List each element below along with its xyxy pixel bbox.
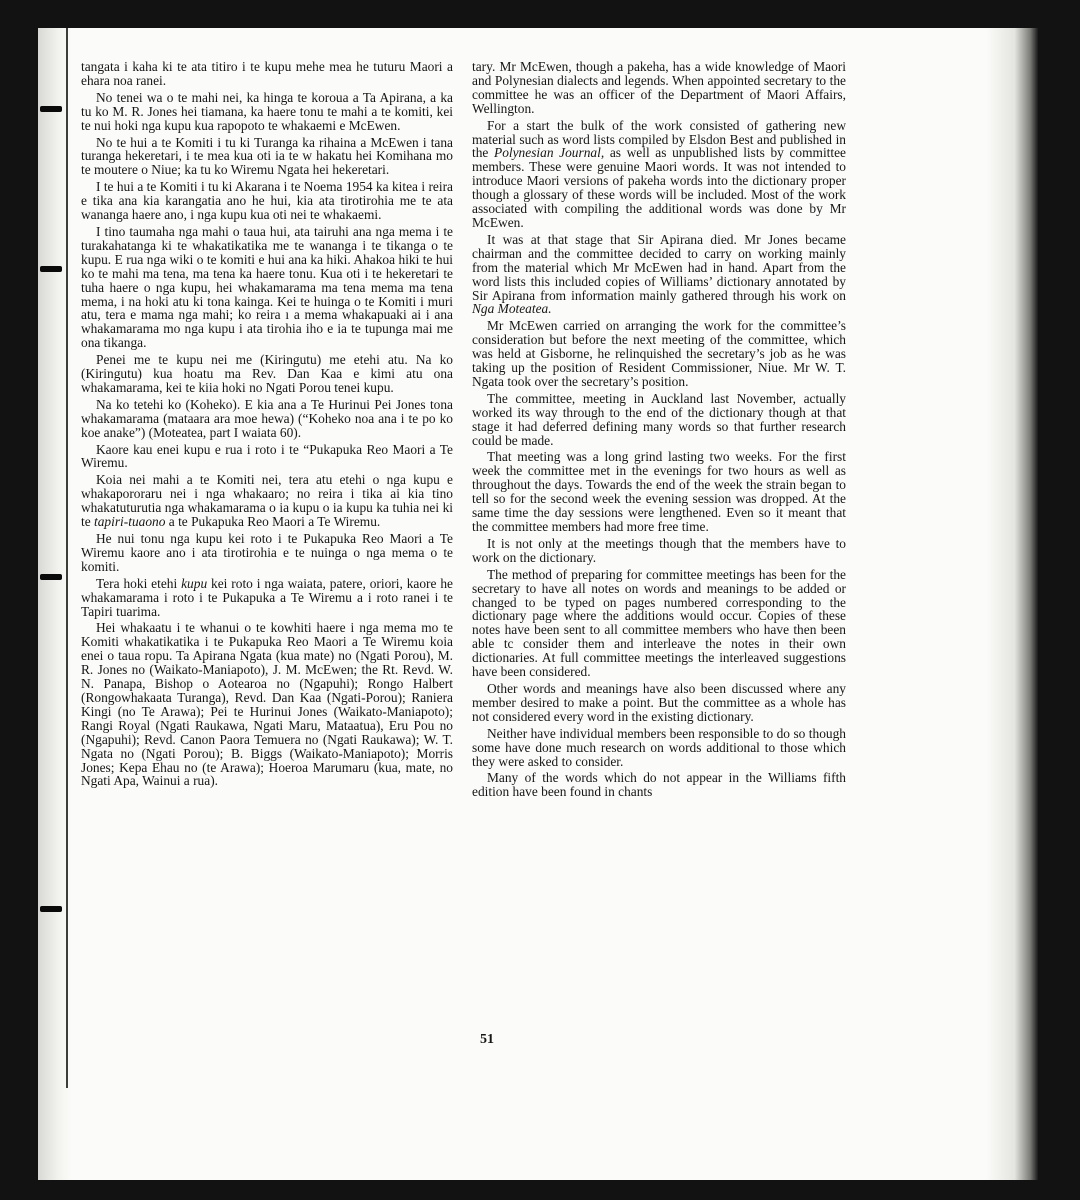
text-run: Na ko tetehi ko (Koheko). E kia ana a Te Hurinui Pei Jones tona whakamarama (mataara ara moe hewa) (“Koheko noa ana i te po ko koe anake”) (Moteatea, part I waiata 60).	[81, 396, 453, 440]
text-run: It was at that stage that Sir Apirana died. Mr Jones became chairman and the committee decided to carry on working mainly from the material which Mr McEwen had in hand. Apart from the word lists this included copies of Williams’ dictionary annotated by Sir Apirana from information mainly gathered through his work on	[472, 231, 846, 303]
italic-text: kupu	[181, 575, 208, 591]
paragraph	[81, 398, 453, 440]
text-run: tangata i kaha ki te ata titiro i te kupu mehe mea he tuturu Maori a ehara noa ranei.	[81, 59, 453, 88]
paragraph	[472, 60, 846, 116]
paragraph	[81, 473, 453, 529]
paragraph	[472, 450, 846, 533]
paragraph	[472, 319, 846, 389]
paragraph	[81, 577, 453, 619]
paragraph	[472, 727, 846, 769]
text-run: That meeting was a long grind lasting two weeks. For the first week the committee met in the evenings for two hours as well as throughout the days. Towards the end of the week the strain began to tell so for the second week the evening session was dropped. At the same time the day sessions were lengthened. Even so it meant that the committee members had more free time.	[472, 449, 846, 534]
binding-clip	[40, 266, 62, 272]
paragraph	[81, 443, 453, 471]
paragraph	[81, 532, 453, 574]
paragraph	[81, 225, 453, 350]
text-run: Neither have individual members been responsible to do so though some have done much research on words additional to those which they were asked to consider.	[472, 725, 846, 769]
text-run: Hei whakaatu i te whanui o te kowhiti haere i nga mema mo te Komiti whakatikatika i te Pukapuka Reo Maori a Te Wiremu koia enei o taua ropu. Ta Apirana Ngata (kua mate) no (Ngati Porou), M. R. Jones no (Waikato-Maniapoto), J. M. McEwen; the Rt. Revd. W. N. Panapa, Bishop o Aotearoa no (Ngapuhi); Rongo Halbert (Rongowhakaata Turanga), Revd. Dan Kaa (Ngati-Porou); Raniera Kingi (no Te Arawa); Pei te Hurinui Jones (Waikato-Maniapoto); Rangi Royal (Ngati Raukawa, Ngati Maru, Mataatua), Eru Pou no (Ngapuhi); Revd. Canon Paora Temuera no (Ngati Raukawa); W. T. Ngata no (Ngati Porou); B. Biggs (Waikato-Maniapoto); Morris Jones; Kepa Ehau no (te Arawa); Hoeroa Marumaru (kua, mate, no Ngati Apa, Wainui a rua).	[81, 620, 453, 789]
paragraph	[81, 60, 453, 88]
binding-clip	[40, 906, 62, 912]
paragraph	[81, 91, 453, 133]
text-run: Penei me te kupu nei me (Kiringutu) me etehi atu. Na ko (Kiringutu) kua hoatu ma Rev. Dan Kaa e kimi atu ona whakamarama, kei te kiia hoki no Ngati Porou tenei kupu.	[81, 352, 453, 395]
italic-text: tapiri-tuaono	[94, 514, 166, 530]
paragraph	[472, 771, 846, 799]
paragraph	[81, 353, 453, 395]
text-run: tary. Mr McEwen, though a pakeha, has a wide knowledge of Maori and Polynesian dialects and legends. When appointed secretary to the committee he was an officer of the Department of Maori Affairs, Wellington.	[472, 59, 846, 116]
text-run: No tenei wa o te mahi nei, ka hinga te koroua a Ta Apirana, a ka tu ko M. R. Jones hei tiamana, ka haere tonu te mahi a te komiti, kei te nui hoki nga kupu kua rapopoto te whakaemi e McEwen.	[81, 89, 453, 133]
italic-text: Polynesian Journal,	[494, 145, 605, 161]
binding-clip	[40, 106, 62, 112]
italic-text: Nga Moteatea.	[472, 301, 552, 317]
text-run: No te hui a te Komiti i tu ki Turanga ka rihaina a McEwen i tana turanga hekeretari, i te mea kua oti ia te w hakatu hei Komihana mo te moutere o Niue; ka tu ko Wiremu Ngata hei hekeretari.	[81, 134, 453, 178]
text-run: Koia nei mahi a te Komiti nei, tera atu etehi o nga kupu e whakapororaru nei i nga whakaaro; no reira i tika ai kia tino whakatuturutia nga whakamarama o ia kupu o ia kupu ka tuhia nei ki te	[81, 472, 453, 530]
page-curl-shadow	[986, 28, 1038, 1180]
text-run: I te hui a te Komiti i tu ki Akarana i te Noema 1954 ka kitea i reira e tika ana kia karangatia ano he hui, kia ata tirotirohia me te ata wananga haere ano, i nga kupu kua oti nei te whakaemi.	[81, 179, 453, 223]
text-run: as well as unpublished lists by committee members. These were genuine Maori words. It was not intended to introduce Maori versions of pakeha words into the dictionary proper though a glossary of these words will be included. Most of the work associated with compiling the additional words was done by Mr McEwen.	[472, 145, 846, 230]
binding-clip	[40, 574, 62, 580]
text-run: Many of the words which do not appear in the Williams fifth edition have been found in chants	[472, 770, 846, 800]
text-run: a te Pukapuka Reo Maori a Te Wiremu.	[165, 514, 381, 530]
text-run: Tera hoki etehi	[96, 575, 182, 591]
paragraph	[472, 392, 846, 448]
paragraph	[472, 119, 846, 230]
paragraph	[472, 537, 846, 565]
text-run: The method of preparing for committee meetings has been for the secretary to have all notes on words and meanings to be added or changed to be typed on pages numbered corresponding to the dictionary page where the additions would occur. Copies of these notes have been sent to all committee members who have then been able tc consider them and interleave the notes in their own dictionaries. At full committee meetings the interleaved suggestions have been considered.	[472, 566, 846, 680]
paragraph	[81, 180, 453, 222]
paragraph	[472, 233, 846, 316]
text-run: He nui tonu nga kupu kei roto i te Pukapuka Reo Maori a Te Wiremu kaore ano i ata tirotirohia e te nuinga o nga mema o te komiti.	[81, 531, 453, 574]
text-run: It is not only at the meetings though that the members have to work on the dictionary.	[472, 535, 846, 565]
text-run: Other words and meanings have also been discussed where any member desired to make a point. But the committee as a whole has not considered every word in the existing dictionary.	[472, 680, 846, 724]
binding-gutter	[38, 28, 72, 1180]
page-number: 51	[480, 1032, 494, 1047]
paragraph	[81, 621, 453, 788]
text-run: I tino taumaha nga mahi o taua hui, ata tairuhi ana nga mema i te turakahatanga ki te whakatikatika me te wananga i te tikanga o te kupu. E rua nga wiki o te komiti e hui ana ka hiki. Ahakoa hiki te hui ko te mahi ma tena, ma tena ka haere tonu. Kua oti i te hekeretari te tuha haere o nga kupu, hei whakamarama ma tena mema ma tena mema, i na hoki atu ki tona kainga. Kei te huinga o te Komiti i muri atu, tera e mama nga mahi; ko reira ı a mema whakapuaki ai i ana whakamarama mo nga kupu i ata tirohia iho e ia te tupunga mai me ona tikanga.	[81, 223, 453, 351]
paragraph	[472, 682, 846, 724]
text-run: kei roto i nga waiata, patere, oriori, kaore he whakamarama i roto i te Pukapuka a Te Wiremu a i roto ranei i te Tapiri tuarima.	[81, 575, 453, 619]
right-text-column	[472, 60, 846, 802]
text-run: The committee, meeting in Auckland last November, actually worked its way through to the end of the dictionary though at that stage it had deferred defining many words so that further research could be made.	[472, 390, 846, 448]
left-text-column	[81, 60, 453, 791]
binding-line	[66, 28, 68, 1088]
text-run: Mr McEwen carried on arranging the work for the committee’s consideration but before the next meeting of the committee, which was held at Gisborne, he relinquished the secretary’s job as he was taking up the position of Resident Commissioner, Niue. Mr W. T. Ngata took over the secretary’s position.	[472, 318, 846, 389]
text-run: For a start the bulk of the work consisted of gathering new material such as word lists compiled by Elsdon Best and published in the	[472, 117, 846, 161]
paragraph	[472, 568, 846, 679]
paragraph	[81, 136, 453, 178]
text-run: Kaore kau enei kupu e rua i roto i te “Pukapuka Reo Maori a Te Wiremu.	[81, 441, 453, 471]
